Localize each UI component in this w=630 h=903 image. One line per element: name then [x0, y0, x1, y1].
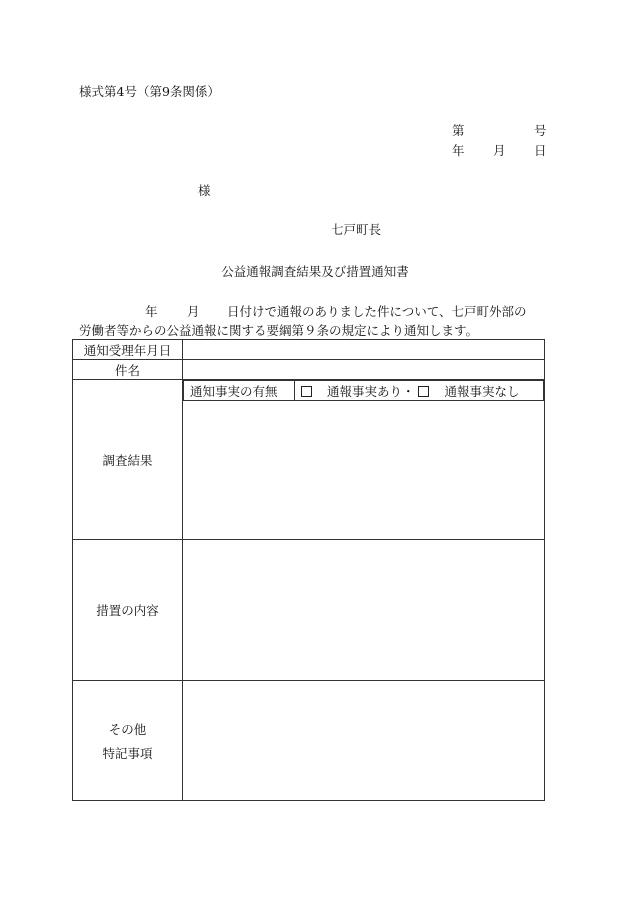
- subject-label: 件名: [73, 360, 183, 380]
- measures-label: 措置の内容: [73, 540, 183, 681]
- checkbox-fact-yes[interactable]: [301, 386, 312, 397]
- option-fact-yes: 通報事実あり・: [326, 383, 415, 399]
- survey-result-label: 調査結果: [73, 380, 183, 540]
- body-line-2: 労働者等からの公益通報に関する要綱第９条の規定により通知します。: [79, 323, 479, 338]
- checkbox-fact-no[interactable]: [418, 386, 429, 397]
- date-year: 年: [452, 143, 465, 158]
- other-label-line2: 特記事項: [102, 745, 153, 761]
- body-month: 月: [187, 304, 200, 319]
- date-month: 月: [493, 143, 506, 158]
- fact-options: [295, 381, 544, 401]
- fact-label: 通知事実の有無: [184, 381, 295, 401]
- form-number: 様式第4号（第9条関係）: [79, 84, 220, 99]
- addressee: 様: [198, 183, 211, 198]
- received-date-field[interactable]: [183, 340, 545, 360]
- other-notes-field[interactable]: [183, 681, 545, 801]
- body-text-1: 日付けで通報のありました件について、七戸町外部の: [227, 304, 527, 319]
- measures-field[interactable]: [183, 540, 545, 681]
- doc-number-suffix: 号: [534, 123, 547, 138]
- fact-row: [183, 380, 544, 401]
- survey-result-cell: [183, 380, 545, 540]
- date-day: 日: [534, 143, 547, 158]
- report-table: [72, 339, 545, 801]
- other-label-line1: その他: [108, 721, 147, 737]
- subject-field[interactable]: [183, 360, 545, 380]
- received-date-label: 通知受理年月日: [73, 340, 183, 360]
- other-notes-label: [73, 681, 183, 801]
- body-year: 年: [145, 304, 158, 319]
- sender: 七戸町長: [331, 222, 382, 237]
- document-title: 公益通報調査結果及び措置通知書: [221, 264, 409, 279]
- doc-number-prefix: 第: [452, 123, 465, 138]
- option-fact-no: 通報事実なし: [444, 383, 520, 399]
